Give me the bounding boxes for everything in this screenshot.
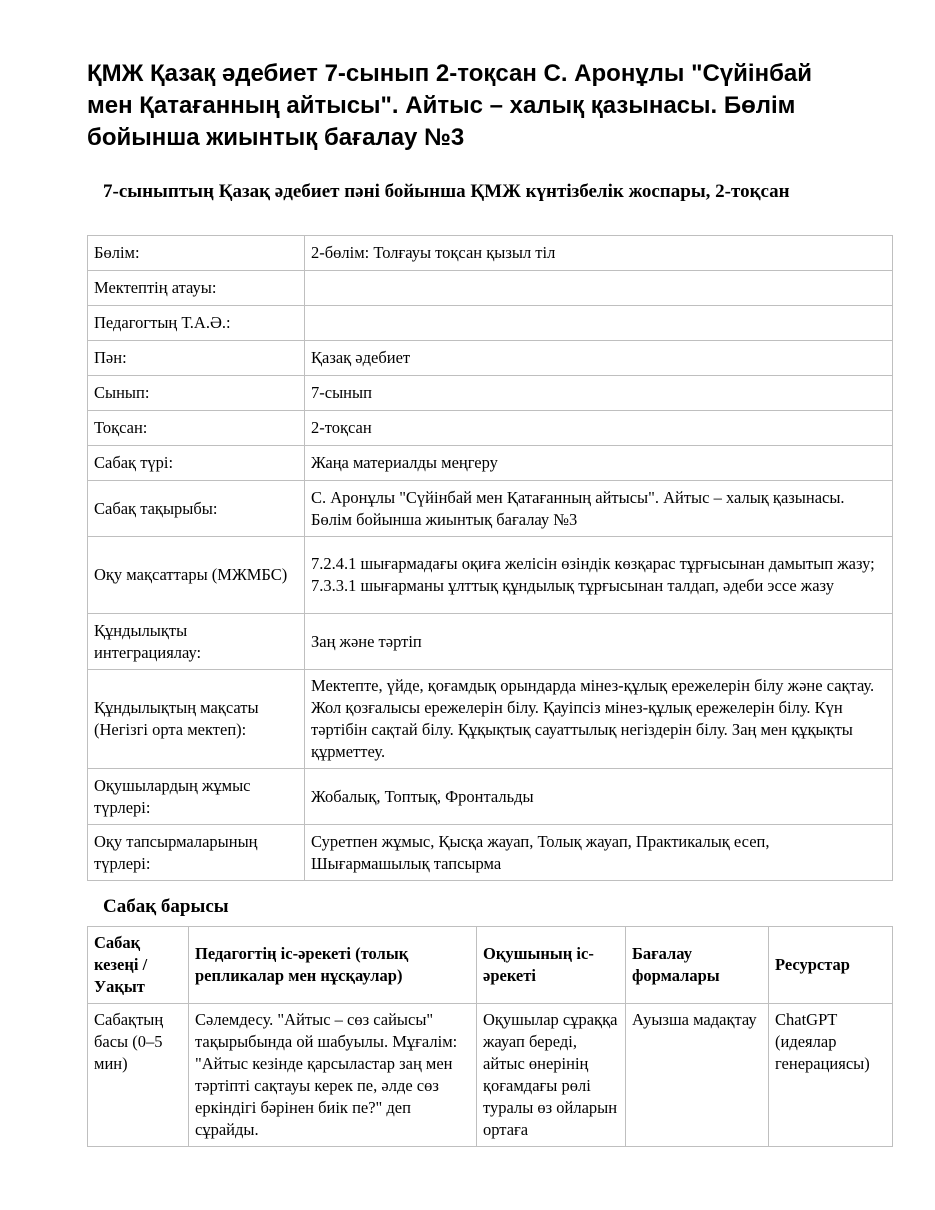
- info-value: Мектепте, үйде, қоғамдық орындарда мінез-құлық ережелерін білу және сақтау. Жол қозғалысы ережелерін білу. Қауіпсіз мінез-құлық ережелерін білу. Күн тәртібін сақтай білу. Құқықтық сауаттылық негіздерін білу. Заң мен құқықты құрметтеу.: [305, 670, 893, 769]
- info-value: Заң және тәртіп: [305, 614, 893, 670]
- info-value: Суретпен жұмыс, Қысқа жауап, Толық жауап, Практикалық есеп, Шығармашылық тапсырма: [305, 825, 893, 881]
- info-label: Құндылықты интеграциялау:: [88, 614, 305, 670]
- plan-heading: 7-сыныптың Қазақ әдебиет пәні бойынша ҚМЖ күнтізбелік жоспары, 2-тоқсан: [103, 181, 790, 202]
- lesson-cell: Оқушылар сұраққа жауап береді, айтыс өнерінің қоғамдағы рөлі туралы өз ойларын ортаға: [477, 1004, 626, 1147]
- info-row: [88, 537, 893, 614]
- lesson-column-header: Сабақ кезеңі / Уақыт: [88, 927, 189, 1004]
- info-value: Жаңа материалды меңгеру: [305, 446, 893, 481]
- info-label: Тоқсан:: [88, 411, 305, 446]
- info-label: Оқу мақсаттары (МЖМБС): [88, 537, 305, 614]
- page-title: ҚМЖ Қазақ әдебиет 7-сынып 2-тоқсан С. Аронұлы "Сүйінбай мен Қатағанның айтысы". Айтыс – халық қазынасы. Бөлім бойынша жиынтық бағалау №3: [87, 60, 812, 151]
- lesson-cell: Ауызша мадақтау: [626, 1004, 769, 1147]
- info-label: Сабақ түрі:: [88, 446, 305, 481]
- info-row: [88, 769, 893, 825]
- info-row: [88, 306, 893, 341]
- info-label: Пән:: [88, 341, 305, 376]
- info-row: [88, 825, 893, 881]
- lesson-column-header: Бағалау формалары: [626, 927, 769, 1004]
- info-label: Оқушылардың жұмыс түрлері:: [88, 769, 305, 825]
- info-value: [305, 271, 893, 306]
- info-label: Бөлім:: [88, 236, 305, 271]
- info-label: Педагогтың Т.А.Ә.:: [88, 306, 305, 341]
- info-value: 7-сынып: [305, 376, 893, 411]
- lesson-column-header: Ресурстар: [769, 927, 893, 1004]
- info-value: С. Аронұлы "Сүйінбай мен Қатағанның айтысы". Айтыс – халық қазынасы. Бөлім бойынша жиынтық бағалау №3: [305, 481, 893, 537]
- lesson-progress-table: [87, 926, 893, 1147]
- info-value: Қазақ әдебиет: [305, 341, 893, 376]
- lesson-row: [88, 1004, 893, 1147]
- info-value: [305, 306, 893, 341]
- lesson-column-header: Педагогтің іс-әрекеті (толық репликалар мен нұсқаулар): [189, 927, 477, 1004]
- lesson-info-table: [87, 235, 893, 881]
- info-label: Сабақ тақырыбы:: [88, 481, 305, 537]
- lesson-info-body: [88, 236, 893, 881]
- lesson-progress-heading: Сабақ барысы: [103, 896, 229, 917]
- info-label: Оқу тапсырмаларының түрлері:: [88, 825, 305, 881]
- info-row: [88, 481, 893, 537]
- lesson-cell: Сәлемдесу. "Айтыс – сөз сайысы" тақырыбында ой шабуылы. Мұғалім: "Айтыс кезінде қарсыластар заң мен тәртіпті сақтауы керек пе, әлде сөз еркіндігі бәрінен биік пе?" деп сұрайды.: [189, 1004, 477, 1147]
- info-value: Жобалық, Топтық, Фронтальды: [305, 769, 893, 825]
- info-value: 7.2.4.1 шығармадағы оқиға желісін өзіндік көзқарас тұрғысынан дамытып жазу; 7.3.3.1 шығарманы ұлттық құндылық тұрғысынан талдап, әдеби эссе жазу: [305, 537, 893, 614]
- info-label: Құндылықтың мақсаты (Негізгі орта мектеп):: [88, 670, 305, 769]
- info-row: [88, 236, 893, 271]
- info-row: [88, 271, 893, 306]
- info-row: [88, 446, 893, 481]
- info-value: 2-тоқсан: [305, 411, 893, 446]
- lesson-cell: Сабақтың басы (0–5 мин): [88, 1004, 189, 1147]
- lesson-column-header: Оқушының іс-әрекеті: [477, 927, 626, 1004]
- lesson-header-row: [88, 927, 893, 1004]
- lesson-progress-body: [88, 1004, 893, 1147]
- info-row: [88, 614, 893, 670]
- info-row: [88, 341, 893, 376]
- info-value: 2-бөлім: Толғауы тоқсан қызыл тіл: [305, 236, 893, 271]
- info-row: [88, 411, 893, 446]
- info-row: [88, 376, 893, 411]
- info-label: Мектептің атауы:: [88, 271, 305, 306]
- info-row: [88, 670, 893, 769]
- lesson-cell: ChatGPT (идеялар генерациясы): [769, 1004, 893, 1147]
- info-label: Сынып:: [88, 376, 305, 411]
